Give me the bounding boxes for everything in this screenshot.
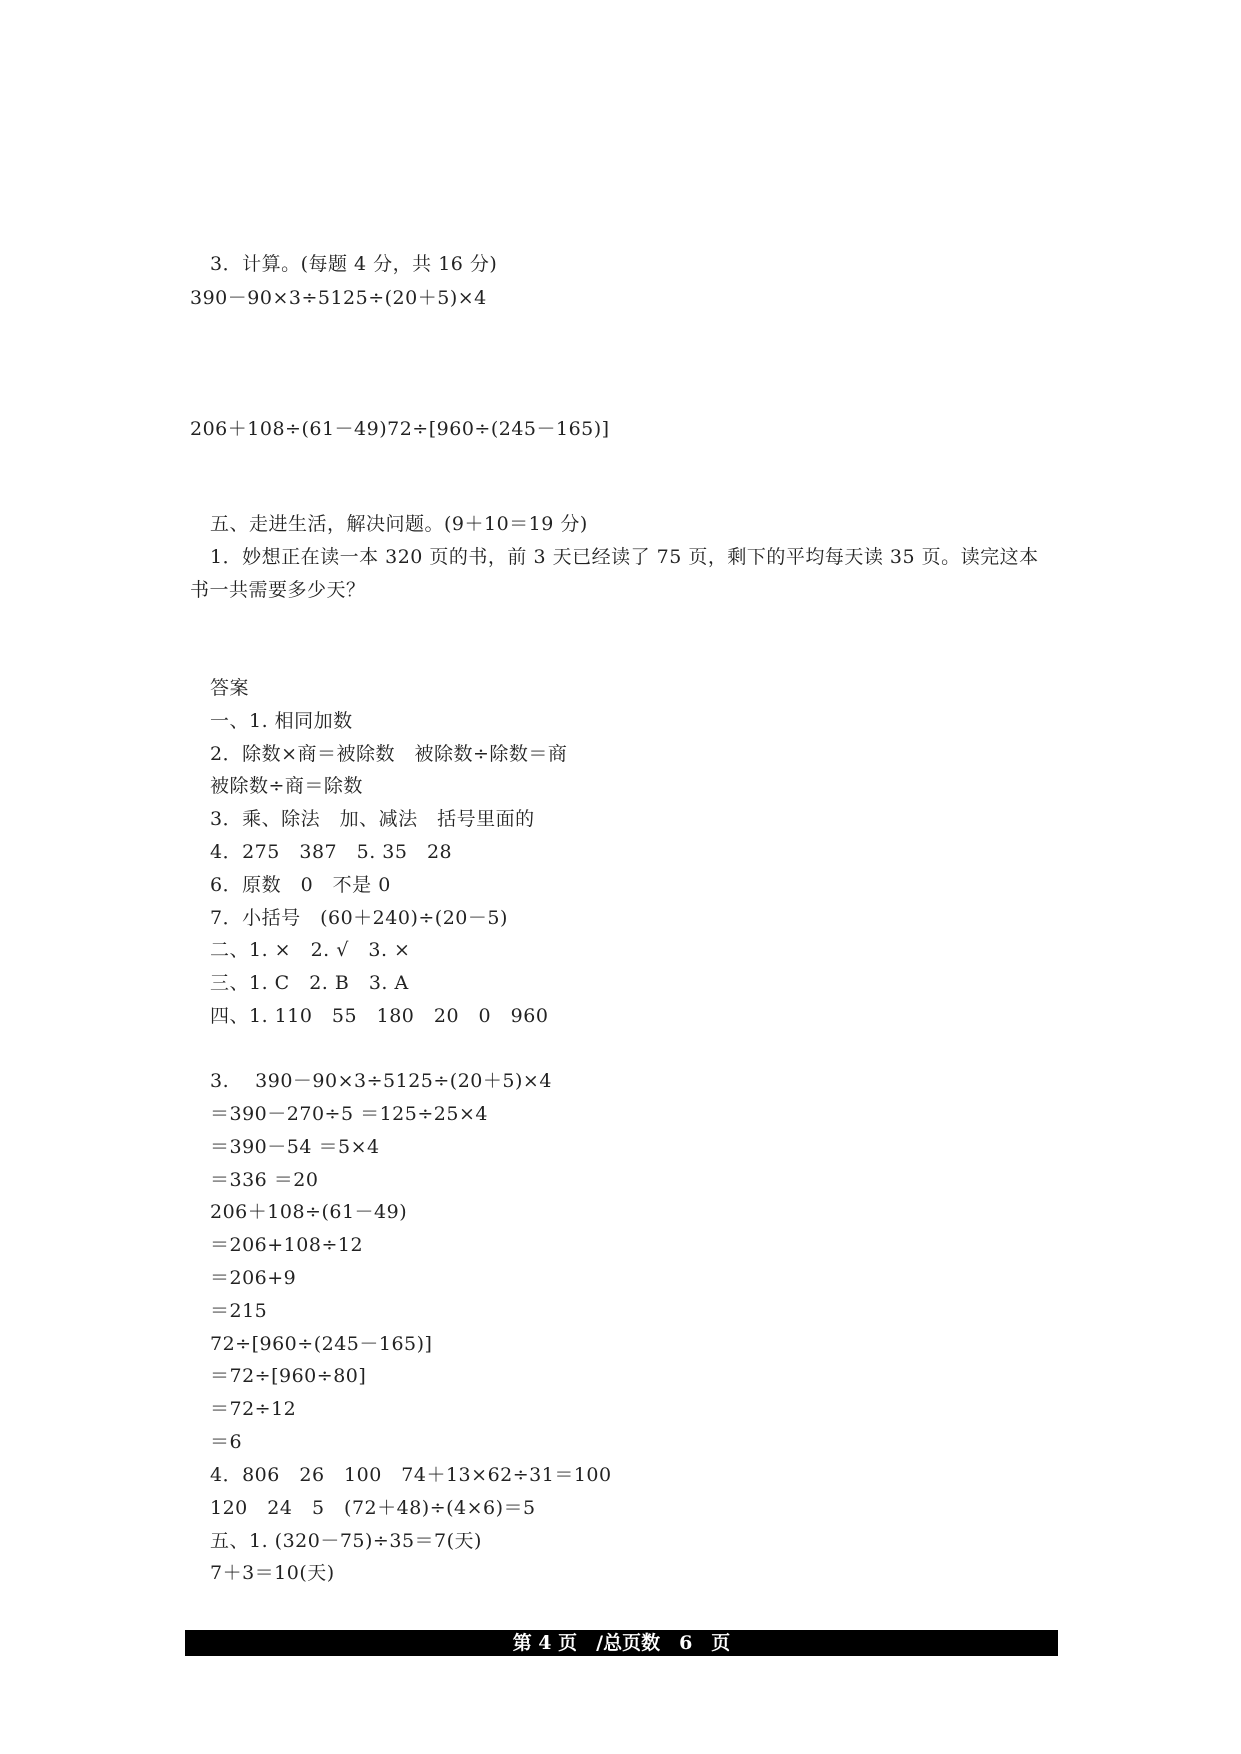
section-five-question-line-1: 1．妙想正在读一本 320 页的书，前 3 天已经读了 75 页，剩下的平均每天读 35 页。读完这本: [210, 546, 1039, 568]
answer-calc-line: ＝72÷[960÷80]: [210, 1365, 367, 1387]
answer-calc-line: ＝390－54 ＝5×4: [210, 1136, 380, 1158]
answer-line: 2．除数×商＝被除数 被除数÷除数＝商: [210, 743, 568, 765]
calc-problem-line-1: 390－90×3÷5125÷(20＋5)×4: [190, 287, 487, 309]
answer-calc-line: 206＋108÷(61－49): [210, 1201, 408, 1223]
answer-calc-line: 五、1. (320－75)÷35＝7(天): [210, 1530, 482, 1552]
answer-line: 二、1. × 2. √ 3. ×: [210, 939, 411, 961]
answer-calc-line: ＝215: [210, 1300, 268, 1322]
answer-calc-line: 4．806 26 100 74＋13×62÷31＝100: [210, 1464, 612, 1486]
answer-line: 三、1. C 2. B 3. A: [210, 972, 409, 994]
answer-calc-line: 120 24 5 (72＋48)÷(4×6)＝5: [210, 1497, 536, 1519]
answer-line: 6．原数 0 不是 0: [210, 874, 391, 896]
answer-calc-line: ＝72÷12: [210, 1398, 297, 1420]
answer-line: 4．275 387 5. 35 28: [210, 841, 453, 863]
answer-line: 被除数÷商＝除数: [210, 775, 363, 797]
answers-title: 答案: [210, 677, 250, 699]
answer-line: 一、1. 相同加数: [210, 710, 353, 732]
section-five-heading: 五、走进生活，解决问题。(9＋10＝19 分): [210, 513, 588, 535]
page-footer-bar: [185, 1630, 1058, 1656]
answer-calc-line: ＝206+9: [210, 1267, 297, 1289]
calc-heading: 3．计算。(每题 4 分，共 16 分): [210, 253, 498, 275]
answer-line: 四、1. 110 55 180 20 0 960: [210, 1005, 549, 1027]
answer-calc-line: 72÷[960÷(245－165)]: [210, 1333, 433, 1355]
section-five-question-line-2: 书一共需要多少天？: [190, 579, 366, 601]
answer-line: 7．小括号 (60＋240)÷(20－5): [210, 907, 508, 929]
answer-calc-line: 3. 390－90×3÷5125÷(20＋5)×4: [210, 1070, 552, 1092]
page-number: 第 4 页 /总页数 6 页: [512, 1632, 731, 1654]
answer-line: 3．乘、除法 加、减法 括号里面的: [210, 808, 535, 830]
answer-calc-line: ＝206+108÷12: [210, 1234, 364, 1256]
answer-calc-line: ＝6: [210, 1431, 243, 1453]
answer-calc-line: ＝390－270÷5 ＝125÷25×4: [210, 1103, 488, 1125]
answer-calc-line: 7＋3＝10(天): [210, 1562, 335, 1584]
calc-problem-line-2: 206＋108÷(61－49)72÷[960÷(245－165)]: [190, 418, 610, 440]
answer-calc-line: ＝336 ＝20: [210, 1169, 319, 1191]
